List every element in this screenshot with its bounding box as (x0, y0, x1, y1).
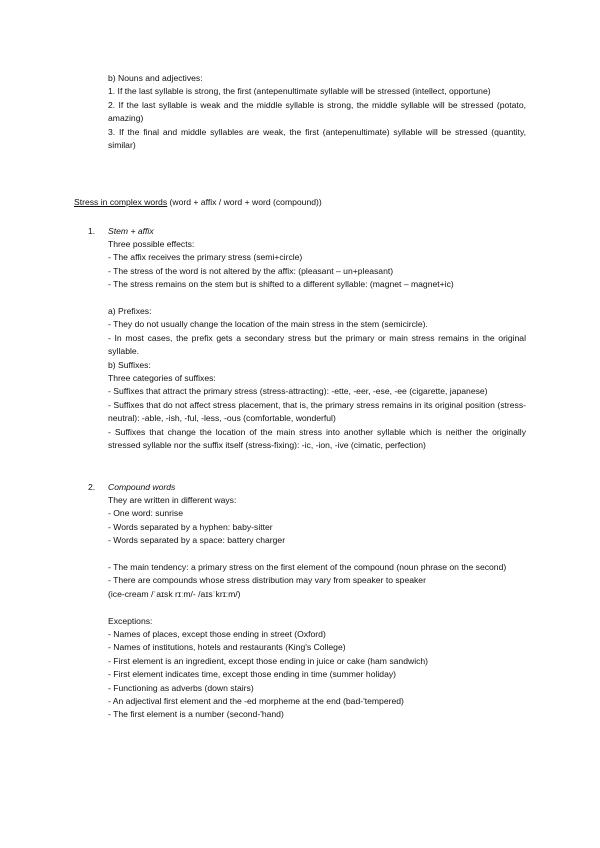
suffixes-title: b) Suffixes: (108, 359, 151, 370)
prefix-line: - They do not usually change the location of the main stress in the stem (semicircle). (108, 319, 428, 330)
exceptions-title: Exceptions: (108, 615, 153, 626)
ways-line: - Words separated by a space: battery charger (108, 535, 286, 546)
suffix-line: - Suffixes that do not affect stress placement, that is, the primary stress remains in its original position (stress-neutral): -able, -ish, -ful, -less, -ous (comfortable, wonderful) (108, 399, 526, 424)
section1-title: Stem + affix (108, 226, 154, 236)
ipa-line: (ice-cream /ˈaɪsk rɪːm/- /aɪsˈkrɪːm/) (108, 588, 241, 599)
exception-item: - First element is an ingredient, except those ending in juice or cake (ham sandwich) (108, 655, 429, 666)
section2-title: Compound words (108, 482, 176, 492)
exception-item: - Functioning as adverbs (down stairs) (108, 682, 254, 693)
effects-line: Three possible effects: (108, 239, 195, 249)
section-title: b) Nouns and adjectives: (108, 73, 203, 83)
ways-line: They are written in different ways: (108, 495, 237, 505)
tendency-line: - The main tendency: a primary stress on the first element of the compound (noun phrase on the second) (108, 562, 507, 573)
vary-line: - There are compounds whose stress distribution may vary from speaker to speaker (108, 575, 426, 586)
section2-body (108, 494, 526, 722)
effects-line: - The stress of the word is not altered by the affix: (pleasant – un+pleasant) (108, 265, 394, 276)
effects-line: - The stress remains on the stem but is shifted to a different syllable: (magnet – magnet+ic) (108, 279, 454, 290)
nouns-adjectives-section (108, 72, 526, 152)
effects-line: - The affix receives the primary stress (semi+circle) (108, 252, 303, 263)
exception-item: - Names of places, except those ending in street (Oxford) (108, 629, 326, 640)
prefixes-title: a) Prefixes: (108, 306, 152, 317)
ways-line: - One word: sunrise (108, 508, 183, 519)
rule-item-1: 1. If the last syllable is strong, the first (antepenultimate syllable will be stressed (intellect, opportune) (108, 86, 491, 97)
suffixes-intro: Three categories of suffixes: (108, 373, 216, 384)
exception-item: - Names of institutions, hotels and restaurants (King's College) (108, 642, 346, 653)
section1-number: 1. (88, 226, 96, 236)
section2-number: 2. (88, 482, 96, 492)
exception-item: - An adjectival first element and the -ed morpheme at the end (bad-'tempered) (108, 696, 404, 707)
rule-item-2: 2. If the last syllable is weak and the middle syllable is strong, the middle syllable will be stressed (potato, amazing) (108, 99, 526, 124)
ways-line: - Words separated by a hyphen: baby-sitter (108, 521, 273, 532)
heading-title: Stress in complex words (74, 197, 168, 207)
section2-heading (88, 481, 175, 494)
suffix-line: - Suffixes that change the location of the main stress into another syllable which is neither the originally stressed syllable nor the suffix itself (stress-fixing): -ic, -ion, -ive (cimatic, perfection) (108, 426, 526, 451)
section1-body (108, 238, 526, 452)
prefix-line: - In most cases, the prefix gets a secondary stress but the primary or main stress remains in the original syllable. (108, 332, 526, 357)
complex-words-heading (74, 196, 322, 209)
suffix-line: - Suffixes that attract the primary stress (stress-attracting): -ette, -eer, -ese, -ee (cigarette, japanese) (108, 386, 488, 397)
section1-heading (88, 225, 154, 238)
rule-item-3: 3. If the final and middle syllables are weak, the first (antepenultimate) syllable will be stressed (quantity, similar) (108, 126, 526, 151)
exception-item: - The first element is a number (second-'hand) (108, 709, 284, 720)
heading-note: (word + affix / word + word (compound)) (167, 197, 322, 207)
exception-item: - First element indicates time, except those ending in time (summer holiday) (108, 669, 397, 680)
